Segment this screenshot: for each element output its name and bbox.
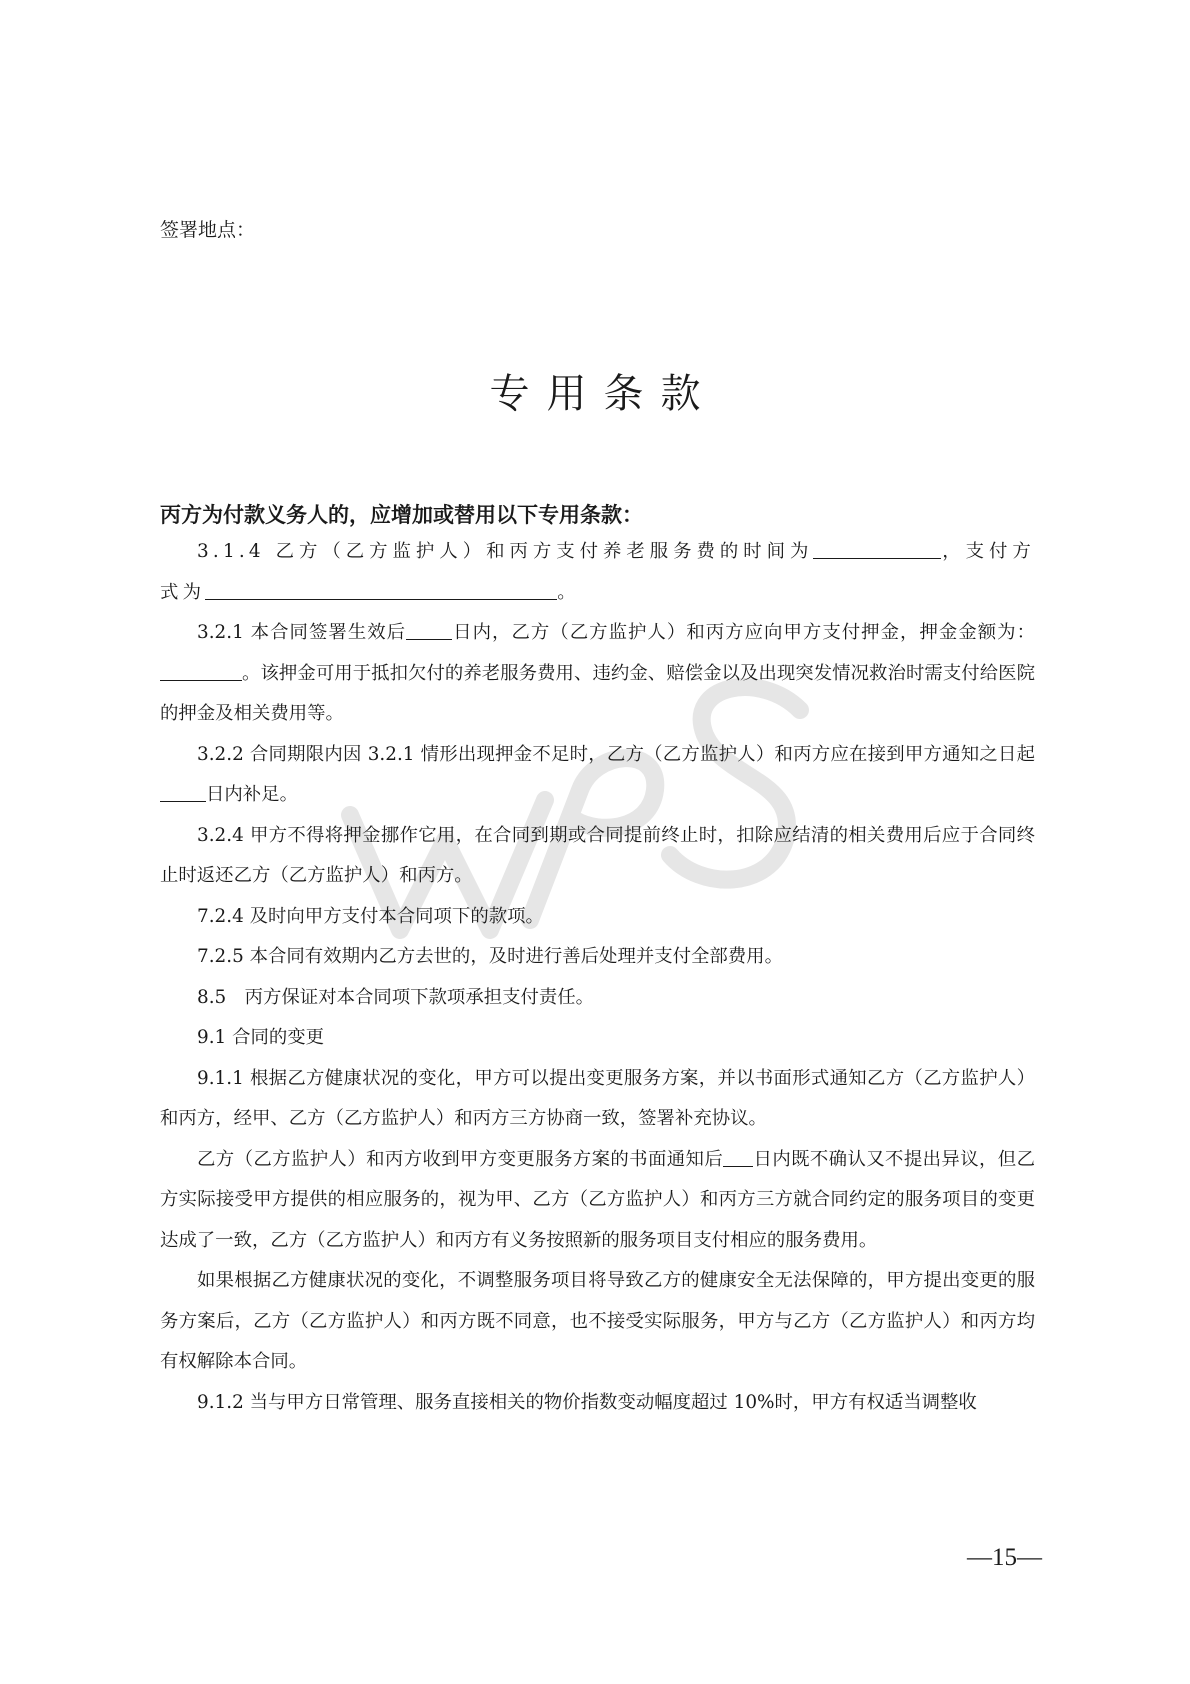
signing-place-label: 签署地点： [160,219,256,241]
clause-3-2-2 [160,735,1035,816]
clause-9-1-2: 9.1.2 当与甲方日常管理、服务直接相关的物价指数变动幅度超过 10%时，甲方有权适当调整收 [197,1391,977,1413]
clause-8-5: 8.5 丙方保证对本合同项下款项承担支付责任。 [197,986,595,1008]
clause-text: 乙方（乙方监护人）和丙方收到甲方变更服务方案的书面通知后 [197,1148,724,1170]
blank-field [160,781,206,802]
clause-9-1-1: 9.1.1 根据乙方健康状况的变化，甲方可以提出变更服务方案，并以书面形式通知乙方（乙方监护人）和丙方，经甲、乙方（乙方监护人）和丙方三方协商一致，签署补充协议。 [160,1067,1035,1129]
blank-field [723,1146,753,1167]
clause-text: 。 [557,581,576,603]
paragraph-health-change: 如果根据乙方健康状况的变化，不调整服务项目将导致乙方的健康安全无法保障的，甲方提出变更的服务方案后，乙方（乙方监护人）和丙方既不同意，也不接受实际服务，甲方与乙方（乙方监护人）和丙方均有权解除本合同。 [160,1270,1035,1372]
clause-body [160,498,1035,1423]
clause-3-1-4 [160,532,1035,613]
clause-text: ，支付方式为 [160,541,1035,603]
clause-9-1: 9.1 合同的变更 [197,1027,325,1048]
clause-text: 。该押金可用于抵扣欠付的养老服务费用、违约金、赔偿金以及出现突发情况救治时需支付给医院的押金及相关费用等。 [160,662,1035,724]
page-number: —15— [967,1544,1042,1571]
clause-7-2-5: 7.2.5 本合同有效期内乙方去世的，及时进行善后处理并支付全部费用。 [197,946,783,967]
clause-text: 3.1.4 乙方（乙方监护人）和丙方支付养老服务费的时间为 [197,541,814,562]
clause-text: 3.2.2 合同期限内因 3.2.1 情形出现押金不足时，乙方（乙方监护人）和丙方应在接到甲方通知之日起 [197,743,1035,765]
blank-field [813,538,941,559]
clause-3-2-1 [160,613,1035,735]
clause-text: 日内，乙方（乙方监护人）和丙方应向甲方支付押金，押金金额为： [452,622,1035,643]
clause-7-2-4: 7.2.4 及时向甲方支付本合同项下的款项。 [197,905,544,927]
clause-3-2-4: 3.2.4 甲方不得将押金挪作它用，在合同到期或合同提前终止时，扣除应结清的相关费用后应于合同终止时返还乙方（乙方监护人）和丙方。 [160,824,1035,886]
paragraph-change-notice [160,1140,1035,1262]
blank-field [205,579,557,600]
clause-text: 日内既不确认又不提出异议，但乙方实际接受甲方提供的相应服务的，视为甲、乙方（乙方监护人）和丙方三方就合同约定的服务项目的变更达成了一致，乙方（乙方监护人）和丙方有义务按照新的服务项目支付相应的服务费用。 [160,1148,1035,1251]
clause-text: 3.2.1 本合同签署生效后 [197,622,407,643]
clause-text: 日内补足。 [206,784,298,805]
blank-field [406,619,452,640]
blank-field [160,660,242,681]
section-heading: 丙方为付款义务人的，应增加或替用以下专用条款： [160,503,643,527]
page-title: 专用条款 [489,371,718,417]
